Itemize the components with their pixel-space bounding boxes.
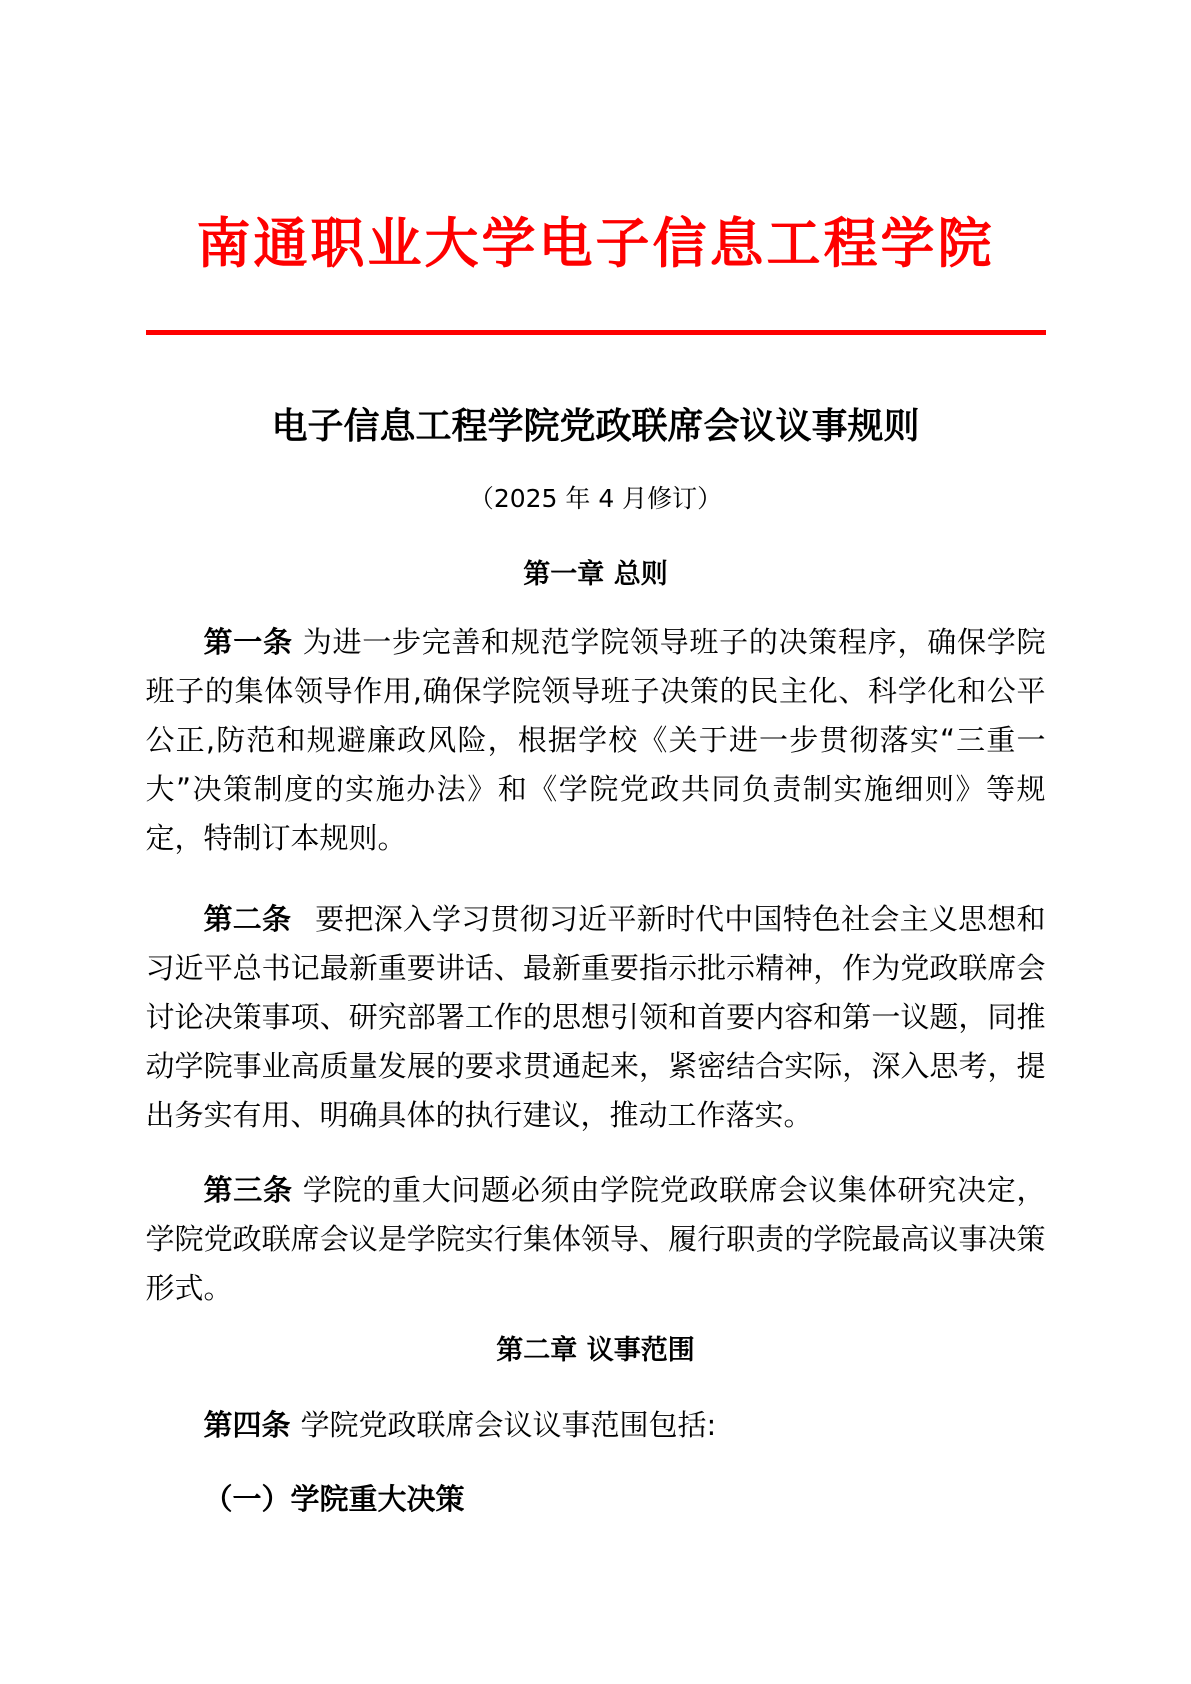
- article-3-text: 学院的重大问题必须由学院党政联席会议集体研究决定，学院党政联席会议是学院实行集体领导、履行职责的学院最高议事决策形式。: [145, 1172, 1046, 1305]
- article-1-text: 为进一步完善和规范学院领导班子的决策程序，确保学院班子的集体领导作用,确保学院领导班子决策的民主化、科学化和公平公正,防范和规避廉政风险，根据学校《关于进一步贯彻落实“三重一大”决策制度的实施办法》和《学院党政共同负责制实施细则》等规定，特制订本规则。: [145, 624, 1046, 855]
- article-2-text: 要把深入学习贯彻习近平新时代中国特色社会主义思想和习近平总书记最新重要讲话、最新重要指示批示精神，作为党政联席会讨论决策事项、研究部署工作的思想引领和首要内容和第一议题，同推动学院事业高质量发展的要求贯通起来，紧密结合实际，深入思考，提出务实有用、明确具体的执行建议，推动工作落实。: [145, 901, 1046, 1132]
- revision-note: （2025 年 4 月修订）: [468, 483, 723, 513]
- article-2-label: 第二条: [203, 901, 292, 936]
- letterhead-divider-rule: [146, 330, 1046, 335]
- list-item-1: （一）学院重大决策: [203, 1482, 465, 1517]
- article-4-text: 学院党政联席会议议事范围包括:: [300, 1408, 717, 1443]
- document-title: 电子信息工程学院党政联席会议议事规则: [271, 405, 920, 447]
- article-3-label: 第三条: [203, 1172, 293, 1207]
- article-4-paragraph: [146, 1401, 1046, 1450]
- article-1-label: 第一条: [203, 624, 293, 659]
- chapter-2-heading: 第二章 议事范围: [496, 1334, 695, 1366]
- article-2-paragraph: [146, 895, 1046, 1140]
- chapter-1-heading: 第一章 总则: [523, 558, 668, 590]
- letterhead-title: 南通职业大学电子信息工程学院: [196, 212, 995, 275]
- article-4-label: 第四条: [203, 1408, 291, 1443]
- document-content: [146, 212, 1046, 1524]
- article-1-paragraph: [146, 618, 1046, 863]
- article-3-paragraph: [146, 1166, 1046, 1313]
